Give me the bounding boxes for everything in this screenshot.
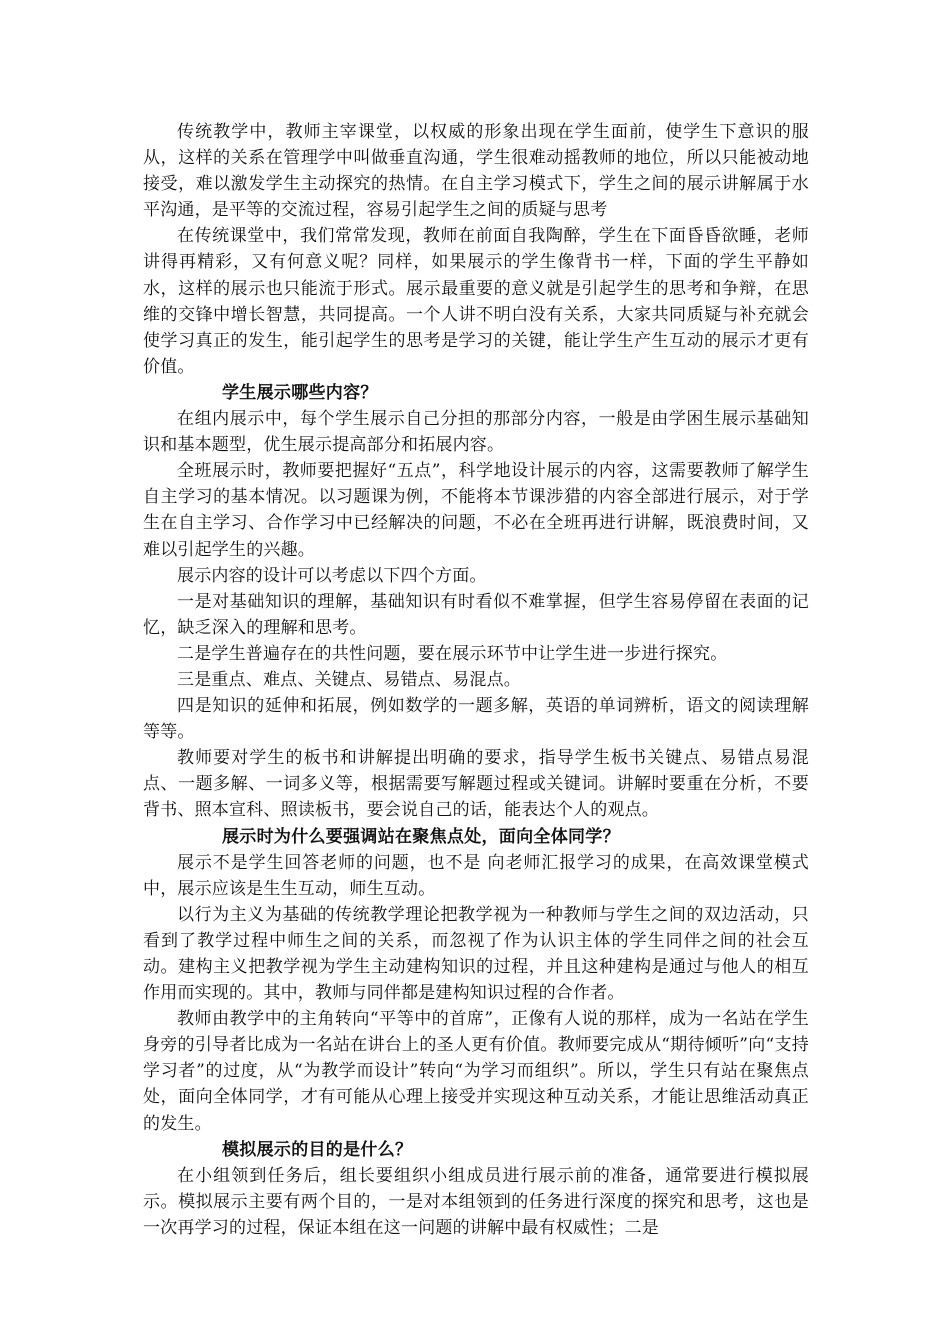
section-heading: 学生展示哪些内容？ [222, 382, 378, 403]
document-page [143, 119, 809, 1241]
paragraph: 以行为主义为基础的传统教学理论把教学视为一种教师与学生之间的双边活动，只看到了教学过程中师生之间的关系，而忽视了作为认识主体的学生同伴之间的社会互动。建构主义把教学视为学生主动建构知识的过程，并且这种建构是通过与他人的相互作用而实现的。其中，教师与同伴都是建构知识过程的合作者。 [143, 904, 809, 1004]
section-heading: 展示时为什么要强调站在聚焦点处，面向全体同学？ [222, 826, 620, 847]
paragraph: 教师要对学生的板书和讲解提出明确的要求，指导学生板书关键点、易错点易混点、一题多解、一词多义等，根据需要写解题过程或关键词。讲解时要重在分析，不要背书、照本宣科、照读板书，要会说自己的话，能表达个人的观点。 [143, 748, 809, 821]
paragraph: 在组内展示中，每个学生展示自己分担的那部分内容，一般是由学困生展示基础知识和基本题型，优生展示提高部分和拓展内容。 [143, 409, 809, 456]
paragraph: 教师由教学中的主角转向“平等中的首席”，正像有人说的那样，成为一名站在学生身旁的引导者比成为一名站在讲台上的圣人更有价值。教师要完成从“期待倾听”向“支持学习者”的过度，从“为教学而设计”转向“为学习而组织”。所以，学生只有站在聚焦点处，面向全体同学，才有可能从心理上接受并实现这种互动关系，才能让思维活动真正的发生。 [143, 1009, 809, 1134]
paragraph: 展示不是学生回答老师的问题，也不是 向老师汇报学习的成果，在高效课堂模式中，展示应该是生生互动，师生互动。 [143, 852, 809, 899]
paragraph: 传统教学中，教师主宰课堂，以权威的形象出现在学生面前，使学生下意识的服从，这样的关系在管理学中叫做垂直沟通，学生很难动摇教师的地位，所以只能被动地接受，难以激发学生主动探究的热情。在自主学习模式下，学生之间的展示讲解属于水平沟通，是平等的交流过程，容易引起学生之间的质疑与思考 [143, 122, 809, 221]
paragraph: 一是对基础知识的理解，基础知识有时看似不难掌握，但学生容易停留在表面的记忆，缺乏深入的理解和思考。 [143, 591, 809, 638]
paragraph: 四是知识的延伸和拓展，例如数学的一题多解，英语的单词辨析，语文的阅读理解等等。 [143, 696, 809, 743]
section-heading: 模拟展示的目的是什么？ [222, 1139, 413, 1160]
paragraph: 二是学生普遍存在的共性问题，要在展示环节中让学生进一步进行探究。 [177, 643, 728, 664]
paragraph: 全班展示时，教师要把握好“五点”，科学地设计展示的内容，这需要教师了解学生自主学习的基本情况。以习题课为例，不能将本节课涉猎的内容全部进行展示，对于学生在自主学习、合作学习中已经解决的问题，不必在全班再进行讲解，既浪费时间，又难以引起学生的兴趣。 [143, 461, 809, 560]
paragraph: 三是重点、难点、关键点、易错点、易混点。 [177, 669, 521, 690]
paragraph: 展示内容的设计可以考虑以下四个方面。 [177, 565, 487, 586]
paragraph: 在小组领到任务后，组长要组织小组成员进行展示前的准备，通常要进行模拟展示。模拟展示主要有两个目的，一是对本组领到的任务进行深度的探究和思考，这也是一次再学习的过程，保证本组在这一问题的讲解中最有权威性；二是 [143, 1165, 809, 1238]
paragraph: 在传统课堂中，我们常常发现，教师在前面自我陶醉，学生在下面昏昏欲睡，老师讲得再精彩，又有何意义呢？同样，如果展示的学生像背书一样，下面的学生平静如水，这样的展示也只能流于形式。展示最重要的意义就是引起学生的思考和争辩，在思维的交锋中增长智慧，共同提高。一个人讲不明白没有关系，大家共同质疑与补充就会使学习真正的发生，能引起学生的思考是学习的关键，能让学生产生互动的展示才更有价值。 [143, 226, 809, 377]
